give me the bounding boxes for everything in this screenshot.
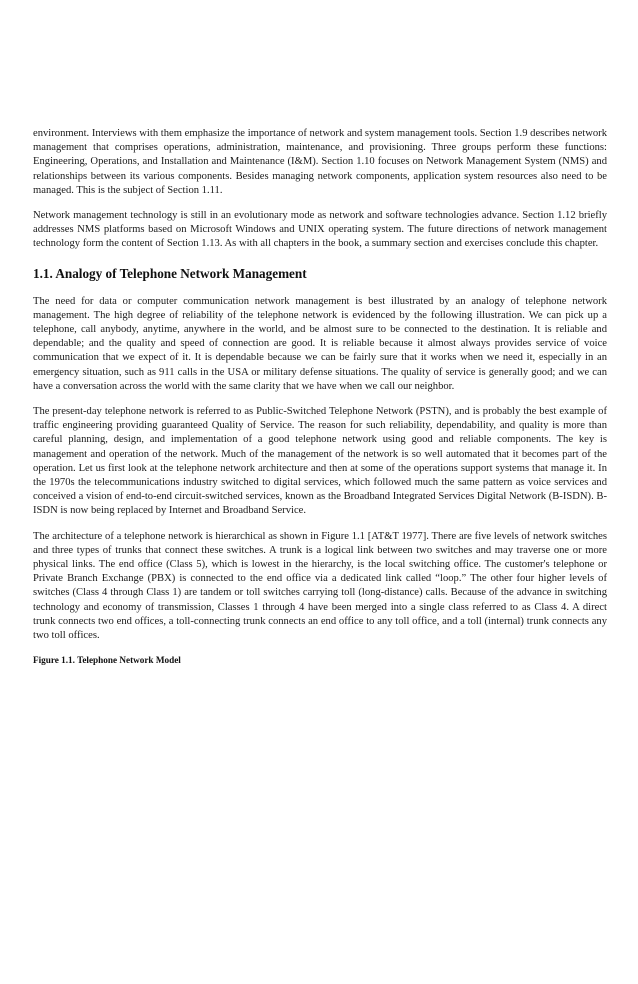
- document-page: [33, 127, 607, 666]
- body-paragraph: The present-day telephone network is referred to as Public-Switched Telephone Network (PSTN), and is probably the best example of traffic engineering providing guaranteed Quality of Service. The reason for such reliability, dependability, and quality is more than careful planning, design, and implementation of a good telephone network using good and reliable components. The key is management and operation of the network. Much of the management of the network is so well automated that it becomes part of the operation. Let us first look at the telephone network architecture and then at some of the operations support systems that manage it. In the 1970s the telecommunications industry switched to digital services, which followed much the same pattern as voice services and conceived a vision of end-to-end circuit-switched services, known as the Broadband Integrated Services Digital Network (B-ISDN). B-ISDN is now being replaced by Internet and Broadband Service.: [33, 406, 607, 517]
- body-paragraph: The need for data or computer communication network management is best illustrated by an analogy of telephone network management. The high degree of reliability of the telephone network is evidenced by the following illustration. We can pick up a telephone, call anybody, anytime, anywhere in the world, and be almost sure to be connected to the destination. It is reliable and dependable; and the quality and speed of connection are good. It is reliable because it almost always provides service of voice communication that we expect of it. It is dependable because we can be fairly sure that it works when we need it, especially in an emergency situation, such as 911 calls in the USA or military defense situations. The quality of service is generally good; and we can have a conversation across the world with the same clarity that we have when we call our neighbor.: [33, 295, 607, 392]
- body-paragraph: environment. Interviews with them emphasize the importance of network and system management tools. Section 1.9 describes network management that comprises operations, administration, maintenance, and provisioning. Three groups perform these functions: Engineering, Operations, and Installation and Maintenance (I&M). Section 1.10 focuses on Network Management System (NMS) and relationships between its various components. Besides managing network components, application system resources also need to be managed. This is the subject of Section 1.11.: [33, 128, 607, 196]
- body-paragraph: Network management technology is still in an evolutionary mode as network and software technologies advance. Section 1.12 briefly addresses NMS platforms based on Microsoft Windows and UNIX operating system. The future directions of network management technology form the content of Section 1.13. As with all chapters in the book, a summary section and exercises conclude this chapter.: [33, 210, 607, 250]
- figure-caption: Figure 1.1. Telephone Network Model: [33, 655, 181, 666]
- section-heading: 1.1. Analogy of Telephone Network Management: [33, 265, 307, 281]
- body-paragraph: The architecture of a telephone network is hierarchical as shown in Figure 1.1 [AT&T 1977]. There are five levels of network switches and three types of trunks that connect these switches. A trunk is a logical link between two switches and may traverse one or more physical links. The end office (Class 5), which is lowest in the hierarchy, is the local switching office. The customer's telephone or Private Branch Exchange (PBX) is connected to the end office via a dedicated link called “loop.” The other four higher levels of switches (Class 4 through Class 1) are tandem or toll switches carrying toll (long-distance) calls. Because of the advance in switching technology and economy of transmission, Classes 1 through 4 have been merged into a single class referred to as Class 4. A direct trunk connects two end offices, a toll-connecting trunk connects an end office to any toll office, and a toll (internal) trunk connects any two toll offices.: [33, 530, 607, 642]
